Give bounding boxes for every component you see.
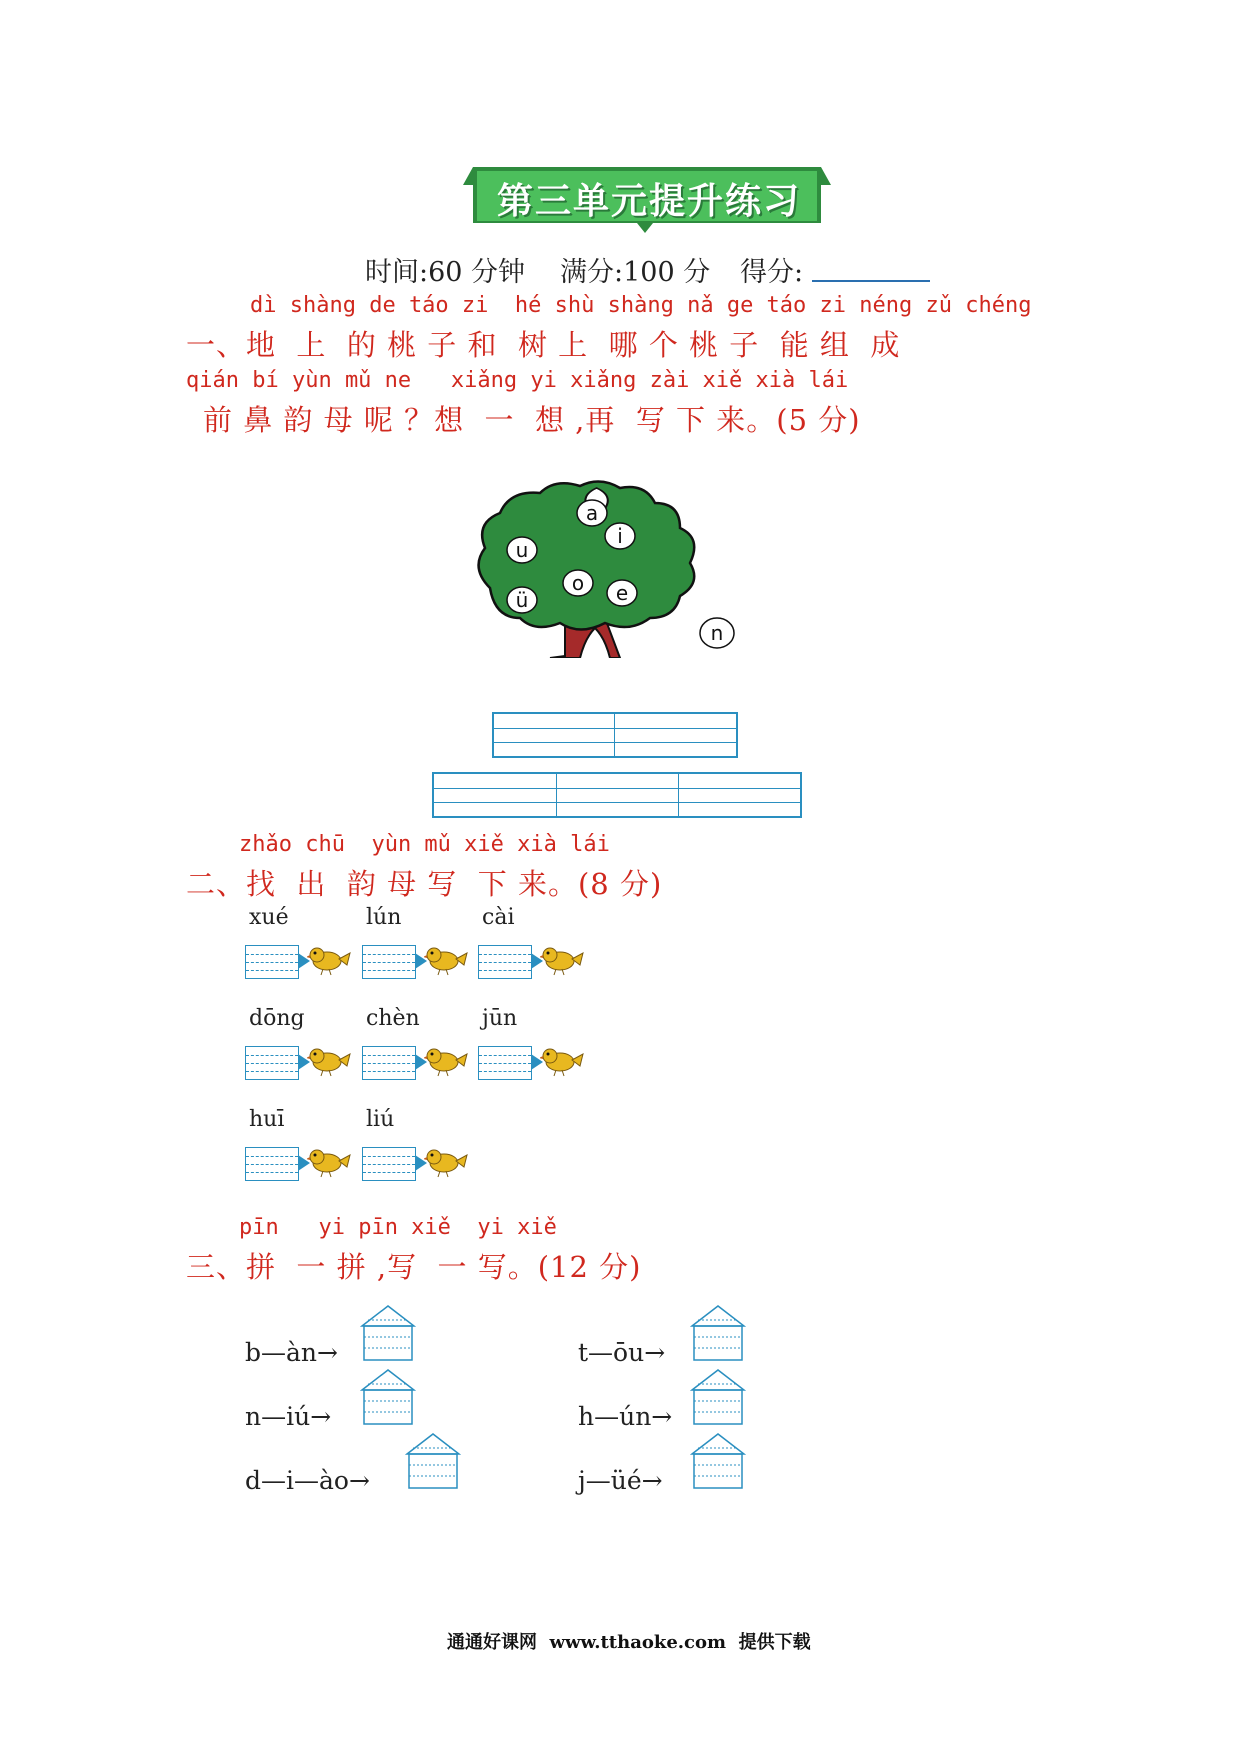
house-answer-box[interactable] — [360, 1304, 416, 1364]
peach-letter-u: u — [515, 538, 529, 562]
time-label: 时间:60 分钟 — [365, 257, 526, 288]
q1-text-line2: 前 鼻 韵 母 呢 ？想 一 想 ,再 写 下 来。(5 分) — [203, 403, 861, 437]
q2-word-pinyin: jūn — [482, 1006, 518, 1031]
q2-text: 二、找 出 韵 母 写 下 来。(8 分) — [186, 867, 663, 901]
answer-grid-top[interactable] — [492, 712, 738, 758]
q3-spell-item: n—iú→ — [245, 1402, 332, 1431]
q2-word-pinyin: lún — [366, 905, 402, 930]
q2-word-pinyin: liú — [366, 1107, 395, 1132]
footer-source: 通通好课网 www.tthaoke.com 提供下载 — [447, 1632, 811, 1653]
q2-answer-box[interactable] — [245, 1147, 299, 1181]
q2-word-pinyin: cài — [482, 905, 515, 930]
peach-letter-a: a — [585, 501, 599, 525]
peach-letter-o: o — [571, 571, 585, 595]
page-title: 第三单元提升练习 — [497, 181, 802, 222]
q2-answer-box[interactable] — [478, 1046, 532, 1080]
house-answer-box[interactable] — [405, 1432, 461, 1492]
q2-word-pinyin: huī — [249, 1107, 285, 1132]
q2-word-pinyin: xué — [249, 905, 289, 930]
house-answer-box[interactable] — [690, 1432, 746, 1492]
house-answer-box[interactable] — [360, 1368, 416, 1428]
q2-answer-box[interactable] — [362, 1046, 416, 1080]
house-answer-box[interactable] — [690, 1368, 746, 1428]
q3-spell-item: b—àn→ — [245, 1338, 338, 1367]
bird-icon — [307, 943, 351, 977]
bird-icon — [540, 1044, 584, 1078]
peach-letter-ü: ü — [515, 588, 529, 612]
bird-icon — [307, 1145, 351, 1179]
q2-answer-box[interactable] — [362, 1147, 416, 1181]
q2-word-pinyin: dōng — [249, 1006, 305, 1031]
q3-pinyin: pīn yi pīn xiě yi xiě — [239, 1215, 557, 1240]
score-blank[interactable] — [812, 280, 930, 282]
bird-icon — [307, 1044, 351, 1078]
q2-answer-box[interactable] — [478, 945, 532, 979]
q3-text: 三、拼 一 拼 ,写 一 写。(12 分) — [186, 1250, 642, 1284]
peach-letter-e: e — [615, 581, 629, 605]
bird-icon — [424, 1145, 468, 1179]
bird-icon — [424, 943, 468, 977]
answer-grid-bottom[interactable] — [432, 772, 802, 818]
peach-letter-n: n — [710, 621, 724, 645]
q3-spell-item: d—i—ào→ — [245, 1466, 370, 1495]
q1-text-line1: 一、地 上 的 桃 子 和 树 上 哪 个 桃 子 能 组 成 — [186, 328, 901, 362]
house-answer-box[interactable] — [690, 1304, 746, 1364]
q3-spell-item: t—ōu→ — [578, 1338, 666, 1367]
q2-pinyin: zhǎo chū yùn mǔ xiě xià lái — [239, 832, 610, 857]
title-banner — [463, 163, 831, 233]
q2-answer-box[interactable] — [245, 1046, 299, 1080]
q3-spell-item: j—üé→ — [578, 1466, 663, 1495]
q2-answer-box[interactable] — [362, 945, 416, 979]
peach-tree-illustration — [470, 478, 750, 658]
score-label: 得分: — [740, 257, 804, 288]
q3-spell-item: h—ún→ — [578, 1402, 673, 1431]
q2-answer-box[interactable] — [245, 945, 299, 979]
bird-icon — [424, 1044, 468, 1078]
bird-icon — [540, 943, 584, 977]
full-score-label: 满分:100 分 — [560, 257, 711, 288]
q1-pinyin-line2: qián bí yùn mǔ ne xiǎng yi xiǎng zài xiě xià lái — [186, 368, 849, 393]
q2-word-pinyin: chèn — [366, 1006, 420, 1031]
q1-pinyin-line1: dì shàng de táo zi hé shù shàng nǎ ge táo zi néng zǔ chéng — [250, 293, 1032, 318]
peach-letter-i: i — [617, 524, 623, 548]
